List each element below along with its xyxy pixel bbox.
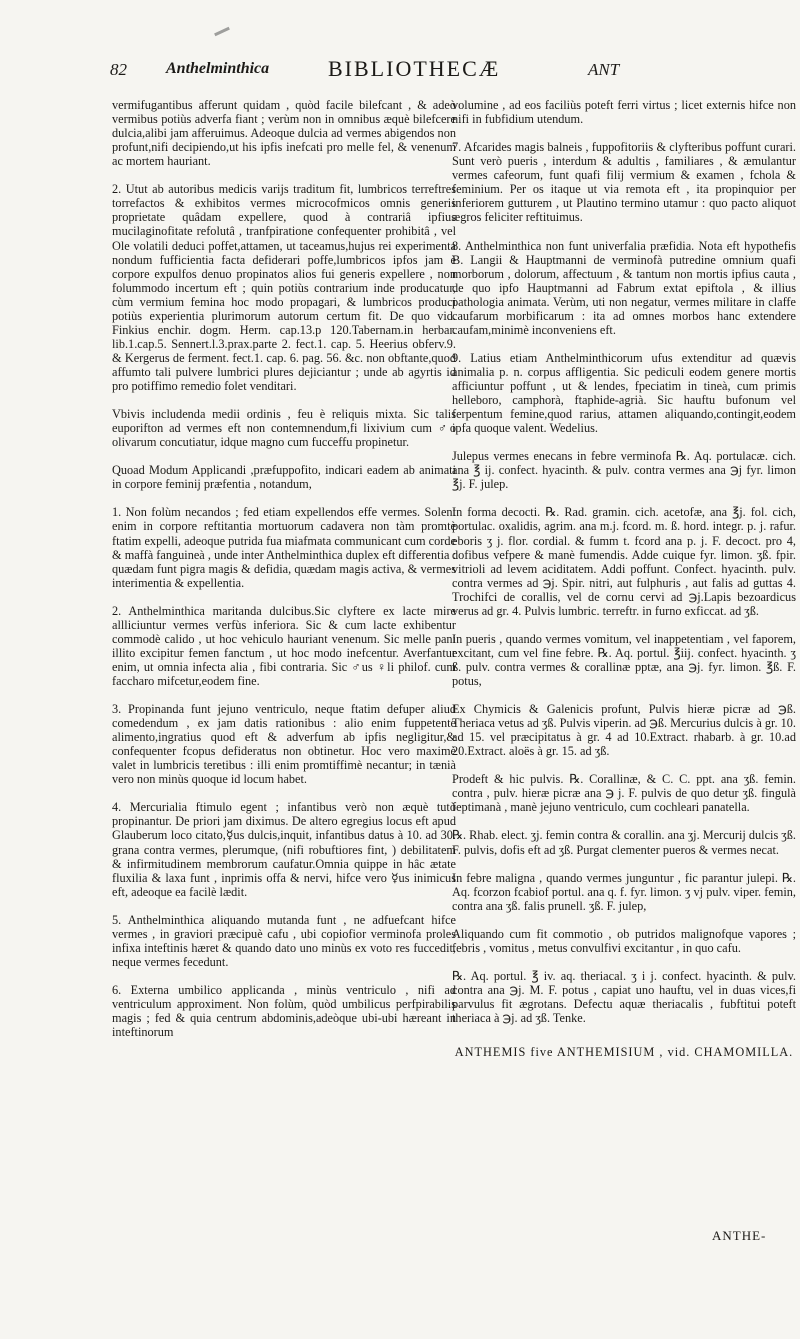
- paragraph: ℞. Rhab. elect. ʒj. femin contra & corallin. ana ʒj. Mercurij dulcis ʒß. F. pulvis, dofis eft ad ʒß. Purgat clementer pueros & vermes necat.: [452, 828, 796, 857]
- paragraph: 2. Utut ab autoribus medicis varijs traditum fit, lumbricos terreftres torrefactos & exhibitos vermes microcofmicos omnis generis proprietate quâdam expellere, quod à contrariâ ipfius mucilaginofitate refolutâ , tranfpiratione confequenter prohibitâ , vel Ole volatili deduci poffet,attamen, ut taceamus,hujus rei experimenta nondum fufficientia facta defiderari poffe,lumbricos ipfos jam è corpore expulfos denuo propinatos alios fui generis expellere , non folummodo incertum eft ; quin potiùs contrarium inde producatur, cùm vermium femina hoc modo propagari, & lumbricos produci potiùs experientia plurimorum autorum certum fit. De quo vid. Finkius enchir. dogm. Herm. cap.13.p 120.Tabernam.in herbar. lib.1.cap.5. Sennert.l.3.prax.parte 2. fect.1. cap. 5. Heerius obferv.9. & Kergerus de ferment. fect.1. cap. 6. pag. 56. &c. non obftante,quod affumto tali pulvere lumbrici plures dejiciantur ; unde ab agyrtis id pro potiffimo remedio folet venditari.: [112, 182, 456, 393]
- paragraph: In forma decocti. ℞. Rad. gramin. cich. acetofæ, ana ℥j. fol. cich, portulac. oxalidis, agrim. ana m.j. fcord. m. ß. hord. integr. p. j. rafur. eboris ʒ j. flor. cordial. & fumm t. fcord ana p. j. F. decoct. pro 4, dofibus vefpere & manè fumendis. Adde cuique fyr. limon. ʒß. fpir. vitrioli ad levem aciditatem. Addi poffunt. Confect. hyacinth. pulv. contra vermes ad ℈j. Spir. nitri, aut fulphuris , aut falis ad guttas 4. Trochifci de corallis, vel de cornu cervi ad ℈j.Lapis bezoardicus verus ad gr. 4. Pulvis lumbric. terreftr. in furno exficcat. ad ʒß.: [452, 505, 796, 618]
- page-number: 82: [110, 60, 127, 79]
- running-header: [110, 56, 710, 82]
- entry-crossref: ANTHEMIS five ANTHEMISIUM , vid. CHAMOMILLA.: [454, 1045, 794, 1060]
- paragraph: Aliquando cum fit commotio , ob putridos malignofque vapores ; febris , vomitus , metus convulfivi excitantur , in quo cafu.: [452, 926, 796, 955]
- catchword: ANTHE-: [712, 1228, 767, 1243]
- paragraph: 6. Externa umbilico applicanda , minùs ventriculo , nifi ad ventriculum approximent. Non folùm, quòd umbilicus perfpirabilis magis ; fed & quia centrum abdominis,adeòque ubi-ubi hæreant in inteftinorum: [112, 983, 456, 1040]
- left-running-head: Anthelminthica: [166, 60, 270, 77]
- paragraph: In febre maligna , quando vermes junguntur , fic parantur julepi. ℞. Aq. fcorzon fcabiof portul. ana q. f. fyr. limon. ʒ vj pulv. viper. femin, contra ana ʒß. falis prunell. ʒß. F. julep,: [452, 870, 796, 913]
- right-column: [452, 84, 796, 1073]
- paragraph: Vbivis includenda medii ordinis , feu è reliquis mixta. Sic talis euporifton ad vermes eft non contemnendum,fi lixivium cum ♂o olivarum concutiatur, idque magno cum fucceffu propinetur.: [112, 407, 456, 450]
- paragraph: 5. Anthelminthica aliquando mutanda funt , ne adfuefcant hifce vermes , in graviori præcipuè cafu , ubi copiofior verminofa proles infixa inteftinis hæret & quando dato uno minùs ex voto res fuccedit, neque vermes fecedunt.: [112, 912, 456, 969]
- paragraph: In pueris , quando vermes vomitum, vel inappetentiam , vel faporem, excitant, cum vel fine febre. ℞. Aq. portul. ℥iij. confect. hyacinth. ʒ ß. pulv. contra vermes & corallinæ pptæ, ana ℈j. fyr. limon. ℥ß. F. potus,: [452, 631, 796, 688]
- right-running-head: ANT: [588, 60, 620, 79]
- paragraph: Julepus vermes enecans in febre verminofa ℞. Aq. portulacæ. cich. ana ℥ ij. confect. hyacinth. & pulv. contra vermes ana ℈j fyr. limon ℥j. F. julep.: [452, 449, 796, 492]
- center-title: BIBLIOTHECÆ: [328, 56, 501, 81]
- paragraph: 3. Propinanda funt jejuno ventriculo, neque ftatim defuper aliud comedendum , ex jam datis rationibus : alio enim fuppetente alimento,ingratius quod eft & adverfum ab ipfis negligitur,& confequenter fcopus defideratus non obtinetur. Hoc vero maximè valet in lumbricis teretibus : illi enim promtiffimè necantur; in tænià vero non minùs quoque id locum habet.: [112, 702, 456, 787]
- paragraph: Prodeft & hic pulvis. ℞. Corallinæ, & C. C. ppt. ana ʒß. femin. contra , pulv. hieræ picræ ana ℈ j. F. pulvis de quo detur ʒß. fingulà feptimanà , manè jejuno ventriculo, cum cochleari panatella.: [452, 772, 796, 815]
- paragraph: 8. Anthelminthica non funt univerfalia præfidia. Nota eft hypothefis B. Langii & Hauptmanni de verminofà putredine omnium quafi morborum , dolorum, affectuum , & tantum non mortis ipfius cauta , de quo ipfo Hauptmanni ad Fabrum extat epiftola , & illius pathologia animata. Verùm, uti non negatur, vermes militare in claffe caufarum morbificarum : ita ad omnes morbos hanc extendere caufam,minimè inconveniens eft.: [452, 238, 796, 337]
- paragraph: 9. Latius etiam Anthelminthicorum ufus extenditur ad quævis animalia p. n. corpus affligentia. Sic pediculi eodem genere mortis afficiuntur poffunt , ut & lendes, fpeciatim in tineà, cum primis helleboro, camphorà, ftaphide-agrià. Sic hauftu bufonum vel ferpentum femine,quod rarius, attamen aliquando,contingit,eodem ipfa quoque valent. Wedelius.: [452, 350, 796, 436]
- paragraph: vermifugantibus afferunt quidam , quòd facile bilefcant , & adeò vermibus potiùs adverfa fiant ; verùm non in omnibus æquè bilefcere dulcia,alibi jam afferuimus. Adeoque dulcia ad vermes abigendos non profunt,nifi decipiendo,ut his ipfis inefcati pro melle fel, & venenum ac mortem hauriant.: [112, 98, 456, 169]
- paragraph: ℞. Aq. portul. ℥ iv. aq. theriacal. ʒ i j. confect. hyacinth. & pulv. contra ana ℈j. M. F. potus , capiat uno hauftu, vel in duas vices,fi parvulus fit ægrotans. Defectu aquæ theriacalis , fubftitui poteft theriaca à ℈j. ad ʒß. Tenke.: [452, 968, 796, 1026]
- paragraph: Ex Chymicis & Galenicis profunt, Pulvis hieræ picræ ad ℈ß. Theriaca vetus ad ʒß. Pulvis viperin. ad ℈ß. Mercurius dulcis à gr. 10. ad 15. vel præcipitatus à gr. 4 ad 10.Extract. rhabarb. à gr. 10.ad 20.Extract. aloës à gr. 15. ad ʒß.: [452, 702, 796, 759]
- paragraph: 7. Afcarides magis balneis , fuppofitoriis & clyfteribus poffunt curari. Sunt verò pueris , interdum & adultis , familiares , & æmulantur vermes cafeorum, funt quafi filij vermium & examen , fchola & feminium. Per os itaque ut via remota eft , ita propinquior per inferiorem gutturem , ut Plautino termino utamur : quo pacto aliquot ægros feliciter reftituimus.: [452, 140, 796, 225]
- paragraph: 4. Mercurialia ftimulo egent ; infantibus verò non æquè tutò propinantur. De priori jam diximus. De altero egregius locus eft apud Glauberum loco citato,☿us dulcis,inquit, infantibus datus à 10. ad 30. grana contra vermes, plerumque, (nifi robuftiores fint, ) debilitatem & infirmitudinem membrorum caufatur.Omnia quippe in hâc ætate fluxilia & laxa funt , inprimis offa & nervi, hifce vero ☿us inimicus eft, adeoque ea facilè lædit.: [112, 800, 456, 899]
- paragraph: volumine , ad eos faciliùs poteft ferri virtus ; licet externis hifce non nifi in fubfidium utendum.: [452, 98, 796, 127]
- paragraph: 1. Non folùm necandos ; fed etiam expellendos effe vermes. Solent enim in corpore reftitantia mortuorum cadavera non tàm promtè ftatim expelli, adeoque putrida fua miafmata communicant cum corde & maffà fanguineà , unde inter Anthelminthica duplex eft differentia : quædam funt pigra magis & defidia, quædam magis activa, & vermes interimentia & expellentia.: [112, 505, 456, 590]
- paragraph: 2. Anthelminthica maritanda dulcibus.Sic clyftere ex lacte mire allliciuntur vermes verfùs inferiora. Sic & cum lacte exhibentur commodè calido , ut hoc vehiculo hauriant venenum. Sic melle pani illito excipitur femen fanctum , ut hoc modo inefcentur. Averfantur enim, ut omnia infecta alia , fibi contraria. Sic ♂us ♀li philof. cum faccharo mifcetur,eodem fine.: [112, 603, 456, 688]
- paragraph: Quoad Modum Applicandi ,præfuppofito, indicari eadem ab animati in corpore feminij præfentia , notandum,: [112, 463, 456, 492]
- ink-mark: [214, 27, 230, 36]
- left-column: [112, 84, 456, 1053]
